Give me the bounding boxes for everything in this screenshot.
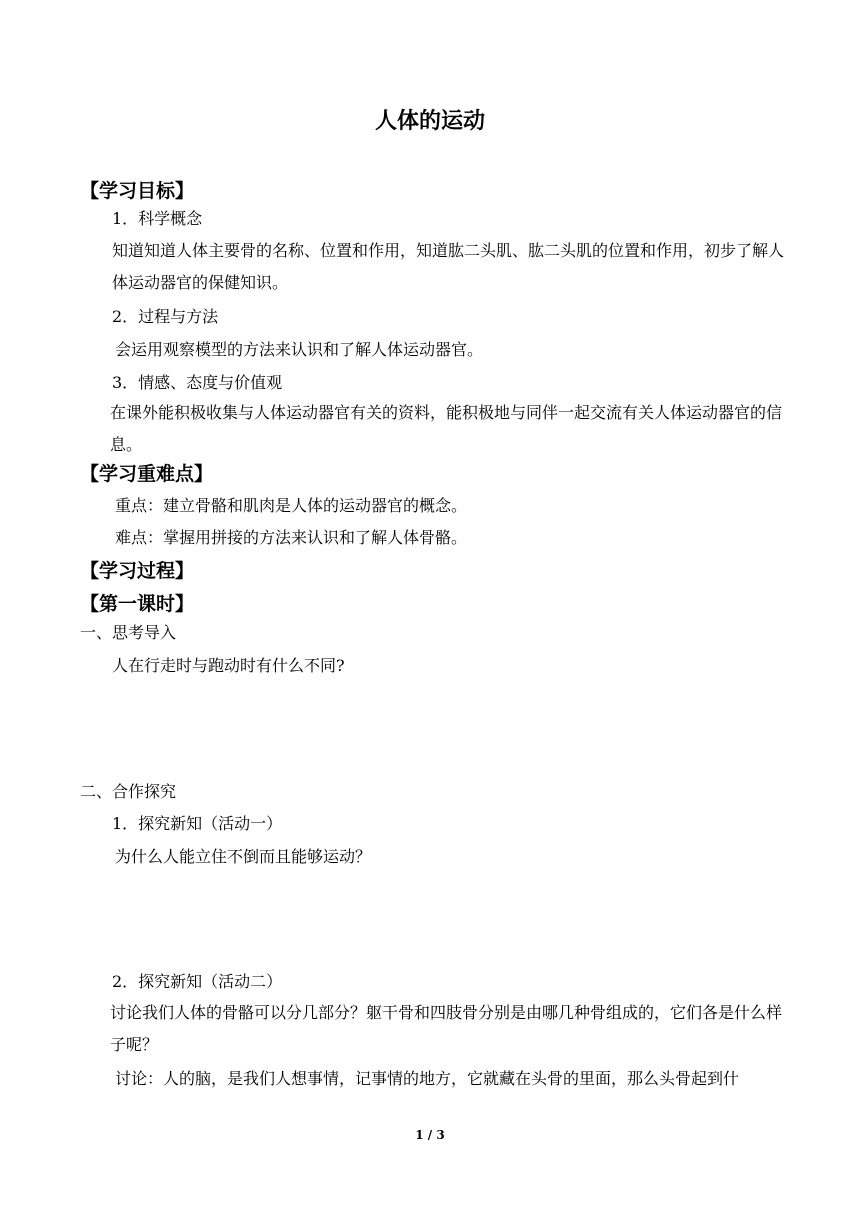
objective-3-text-content: 在课外能积极收集与人体运动器官有关的资料，能积极地与同伴一起交流有关人体运动器官的信息。 bbox=[110, 403, 783, 454]
activity-2-text bbox=[110, 997, 786, 1061]
objectives-heading: 【学习目标】 bbox=[80, 180, 195, 202]
activity-1-label: 1．探究新知（活动一） bbox=[112, 814, 283, 833]
activity-2-text-content: 讨论我们人体的骨骼可以分几部分？躯干骨和四肢骨分别是由哪几种骨组成的，它们各是什么样子呢？ bbox=[110, 1003, 783, 1054]
page-number: 1 / 3 bbox=[415, 1128, 445, 1142]
objective-1-text bbox=[112, 235, 784, 299]
learning-process-heading: 【学习过程】 bbox=[80, 560, 195, 582]
page-title: 人体的运动 bbox=[374, 109, 485, 134]
activity-2-discussion: 讨论：人的脑，是我们人想事情，记事情的地方，它就藏在头骨的里面，那么头骨起到什 bbox=[115, 1069, 740, 1088]
part-1-title: 一、思考导入 bbox=[80, 623, 177, 642]
activity-2-label: 2．探究新知（活动二） bbox=[112, 972, 283, 991]
objective-3-label: 3．情感、态度与价值观 bbox=[112, 373, 283, 392]
lesson-1-heading: 【第一课时】 bbox=[80, 593, 195, 615]
objective-3-text bbox=[110, 397, 786, 461]
objective-1-text-content: 知道知道人体主要骨的名称、位置和作用，知道肱二头肌、肱二头肌的位置和作用，初步了解人体运动器官的保健知识。 bbox=[112, 241, 785, 292]
key-point: 重点：建立骨骼和肌肉是人体的运动器官的概念。 bbox=[115, 496, 468, 515]
objective-1-label: 1．科学概念 bbox=[112, 209, 203, 228]
objective-2-label: 2．过程与方法 bbox=[112, 307, 219, 326]
part-1-question: 人在行走时与跑动时有什么不同? bbox=[112, 656, 345, 675]
difficult-point: 难点：掌握用拼接的方法来认识和了解人体骨骼。 bbox=[115, 528, 468, 547]
key-points-heading: 【学习重难点】 bbox=[80, 463, 214, 485]
activity-1-question: 为什么人能立住不倒而且能够运动？ bbox=[115, 847, 372, 866]
part-2-title: 二、合作探究 bbox=[80, 782, 177, 801]
objective-2-text: 会运用观察模型的方法来认识和了解人体运动器官。 bbox=[115, 340, 484, 359]
